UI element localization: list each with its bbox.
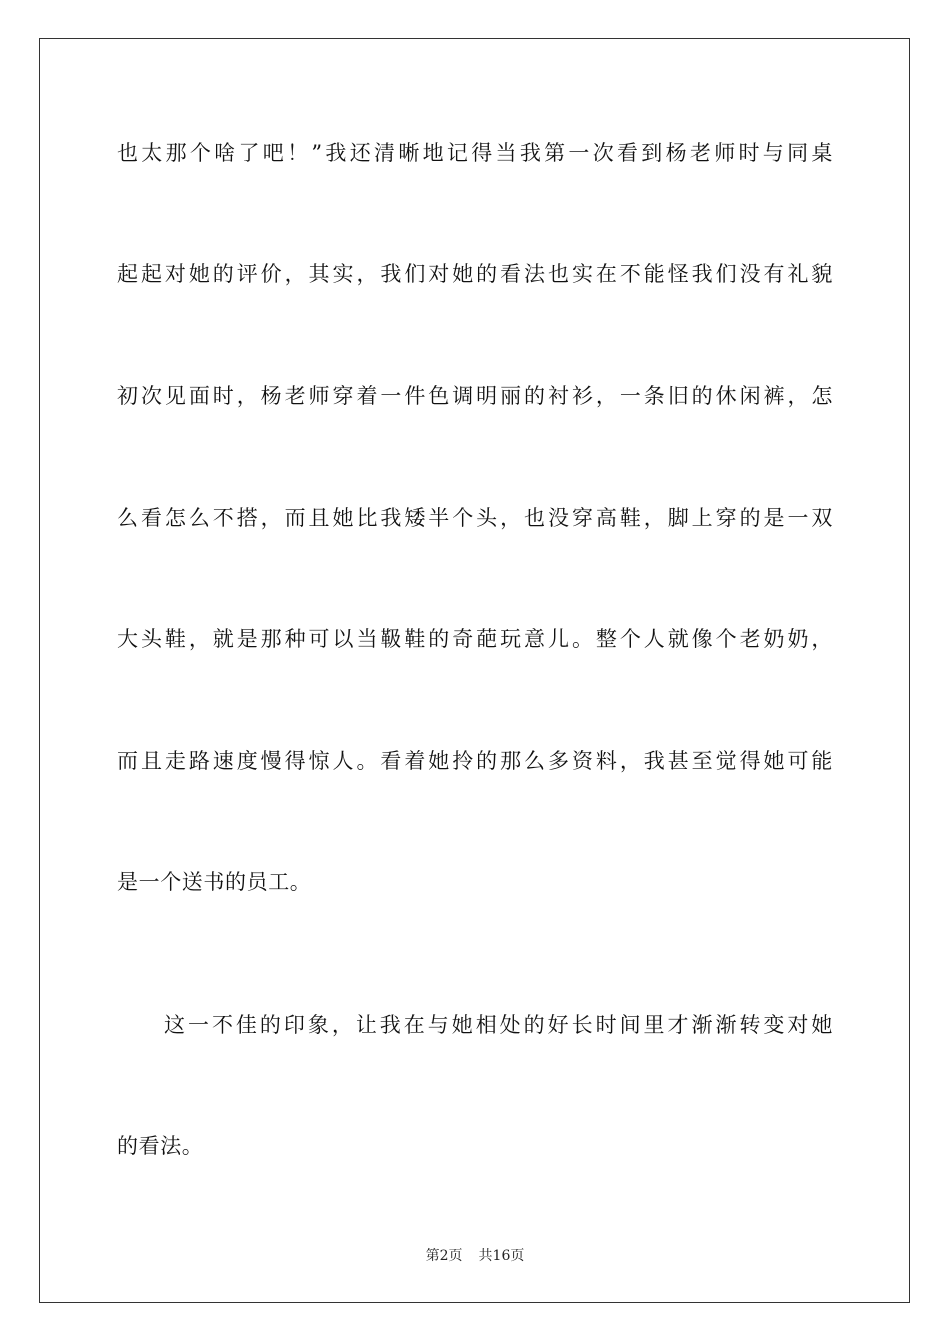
- paragraph-line-8: 这一不佳的印象，让我在与她相处的好长时间里才渐渐转变对她: [164, 1013, 833, 1037]
- paragraph-line-9: 的看法。: [117, 1134, 204, 1158]
- paragraph-line-2: 起起对她的评价，其实，我们对她的看法也实在不能怪我们没有礼貌: [117, 262, 833, 286]
- page-border: [39, 38, 910, 1303]
- page-footer: [0, 1247, 950, 1265]
- paragraph-line-3: 初次见面时，杨老师穿着一件色调明丽的衬衫，一条旧的休闲裤，怎: [117, 384, 833, 408]
- page-total: 共16页: [478, 1248, 525, 1264]
- page-number: 第2页: [425, 1248, 463, 1264]
- paragraph-line-4: 么看怎么不搭，而且她比我矮半个头，也没穿高鞋，脚上穿的是一双: [117, 506, 833, 530]
- paragraph-line-5: 大头鞋，就是那种可以当靸鞋的奇葩玩意儿。整个人就像个老奶奶，: [117, 627, 833, 651]
- paragraph-line-1: 也太那个啥了吧！”我还清晰地记得当我第一次看到杨老师时与同桌: [117, 141, 833, 165]
- paragraph-line-6: 而且走路速度慢得惊人。看着她拎的那么多资料，我甚至觉得她可能: [117, 749, 833, 773]
- paragraph-line-7: 是一个送书的员工。: [117, 870, 312, 894]
